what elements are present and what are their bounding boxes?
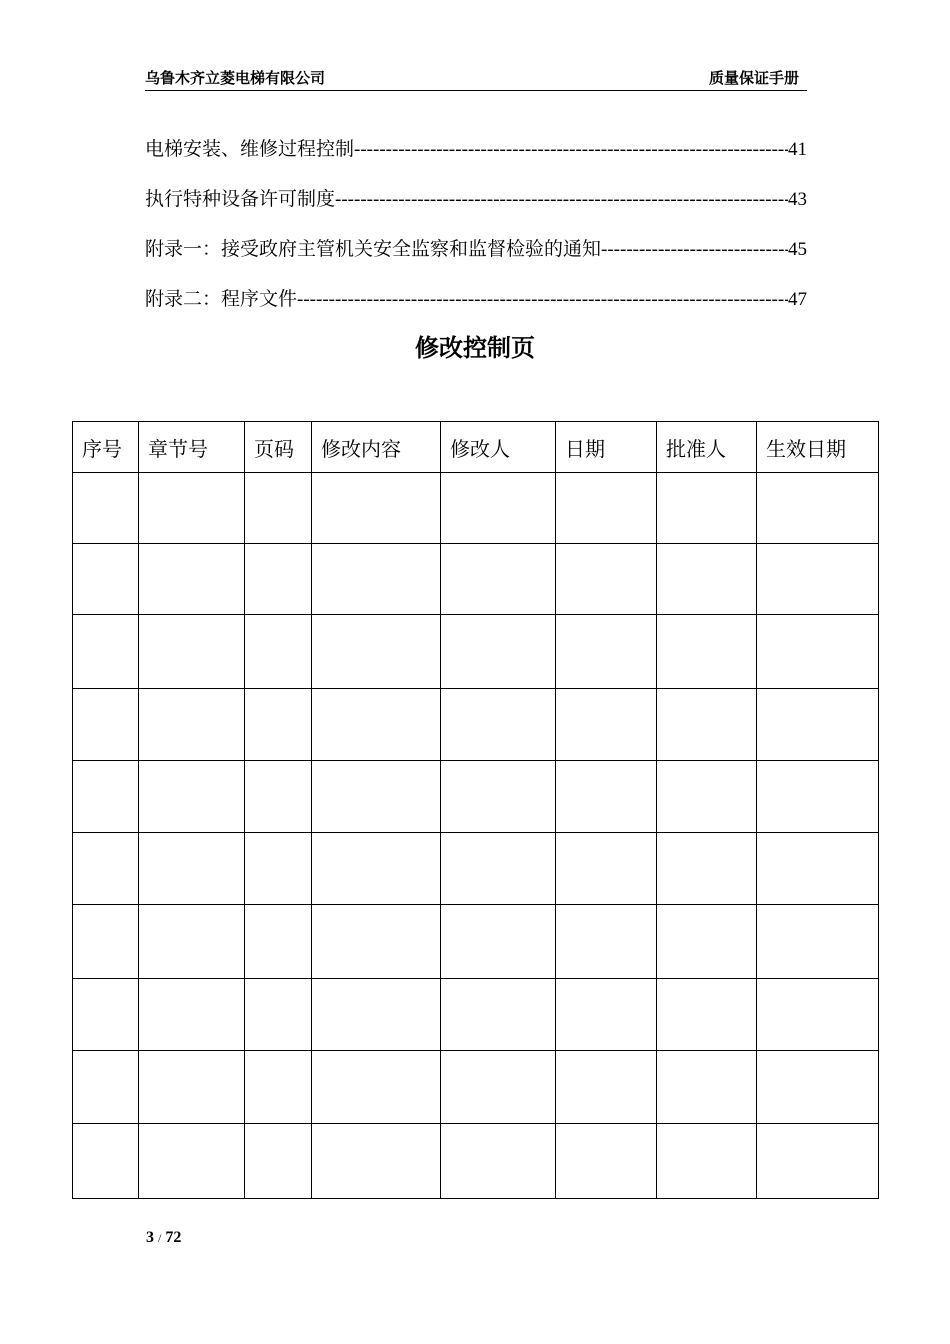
toc-entry-page: 45	[788, 239, 807, 260]
table-of-contents	[145, 137, 807, 337]
toc-entry-title: 附录一：接受政府主管机关安全监察和监督检验的通知	[145, 238, 602, 260]
table-cell[interactable]	[556, 833, 657, 905]
toc-dot-leader	[354, 138, 788, 162]
table-cell[interactable]	[312, 615, 441, 689]
table-cell[interactable]	[657, 761, 757, 833]
toc-entry-page: 47	[788, 289, 807, 310]
table-cell[interactable]	[245, 905, 312, 979]
table-cell[interactable]	[657, 1124, 757, 1199]
table-row	[73, 544, 879, 615]
table-cell[interactable]	[556, 1124, 657, 1199]
header-company-name: 乌鲁木齐立菱电梯有限公司	[145, 69, 326, 87]
table-cell[interactable]	[757, 689, 879, 761]
table-row	[73, 1051, 879, 1124]
toc-dot-leader	[601, 238, 788, 262]
table-cell[interactable]	[139, 833, 245, 905]
table-cell[interactable]	[441, 905, 556, 979]
table-cell[interactable]	[312, 1051, 441, 1124]
page-header	[145, 68, 807, 91]
toc-dot-leader	[297, 288, 788, 312]
column-header-change-content: 修改内容	[312, 422, 441, 473]
table-row	[73, 615, 879, 689]
table-row	[73, 833, 879, 905]
table-cell[interactable]	[139, 905, 245, 979]
table-cell[interactable]	[556, 689, 657, 761]
table-cell[interactable]	[245, 544, 312, 615]
table-cell[interactable]	[441, 544, 556, 615]
toc-entry[interactable]	[145, 137, 807, 187]
table-cell[interactable]	[245, 689, 312, 761]
table-cell[interactable]	[441, 1124, 556, 1199]
table-cell[interactable]	[139, 689, 245, 761]
table-cell[interactable]	[556, 473, 657, 544]
table-cell[interactable]	[312, 473, 441, 544]
table-cell[interactable]	[657, 833, 757, 905]
toc-entry-title: 执行特种设备许可制度	[145, 188, 336, 210]
table-cell[interactable]	[73, 689, 139, 761]
page-separator: /	[158, 1231, 162, 1245]
current-page: 3	[146, 1229, 154, 1246]
table-cell[interactable]	[441, 615, 556, 689]
table-cell[interactable]	[245, 833, 312, 905]
table-cell[interactable]	[139, 761, 245, 833]
table-cell[interactable]	[245, 979, 312, 1051]
table-cell[interactable]	[245, 615, 312, 689]
table-cell[interactable]	[657, 473, 757, 544]
toc-entry[interactable]	[145, 237, 807, 287]
table-cell[interactable]	[312, 905, 441, 979]
header-manual-title: 质量保证手册	[708, 69, 799, 87]
toc-dot-leader	[335, 188, 788, 212]
table-cell[interactable]	[245, 761, 312, 833]
table-cell[interactable]	[312, 544, 441, 615]
table-cell[interactable]	[441, 1051, 556, 1124]
table-cell[interactable]	[73, 979, 139, 1051]
table-row	[73, 761, 879, 833]
table-cell[interactable]	[757, 905, 879, 979]
table-cell[interactable]	[757, 979, 879, 1051]
table-row	[73, 473, 879, 544]
table-cell[interactable]	[139, 1051, 245, 1124]
table-cell[interactable]	[139, 1124, 245, 1199]
table-cell[interactable]	[312, 689, 441, 761]
table-cell[interactable]	[757, 615, 879, 689]
table-cell[interactable]	[441, 833, 556, 905]
table-cell[interactable]	[556, 905, 657, 979]
table-cell[interactable]	[757, 1051, 879, 1124]
table-cell[interactable]	[441, 761, 556, 833]
toc-entry-page: 43	[788, 189, 807, 210]
table-cell[interactable]	[757, 473, 879, 544]
table-cell[interactable]	[657, 905, 757, 979]
table-cell[interactable]	[139, 473, 245, 544]
column-header-page-no: 页码	[245, 422, 312, 473]
column-header-approved-by: 批准人	[657, 422, 757, 473]
table-cell[interactable]	[245, 1051, 312, 1124]
table-cell[interactable]	[139, 615, 245, 689]
table-cell[interactable]	[312, 1124, 441, 1199]
table-cell[interactable]	[556, 1051, 657, 1124]
column-header-date: 日期	[556, 422, 657, 473]
table-cell[interactable]	[657, 689, 757, 761]
table-body	[73, 473, 879, 1199]
table-cell[interactable]	[657, 1051, 757, 1124]
column-header-serial-no: 序号	[73, 422, 139, 473]
revision-control-title: 修改控制页	[415, 334, 535, 362]
page-number	[146, 1228, 181, 1248]
table-cell[interactable]	[556, 761, 657, 833]
table-row	[73, 905, 879, 979]
toc-entry[interactable]	[145, 287, 807, 337]
table-cell[interactable]	[73, 761, 139, 833]
column-header-chapter-no: 章节号	[139, 422, 245, 473]
table-cell[interactable]	[73, 473, 139, 544]
revision-control-table	[72, 421, 879, 1199]
table-cell[interactable]	[657, 615, 757, 689]
table-row	[73, 1124, 879, 1199]
table-cell[interactable]	[73, 1124, 139, 1199]
table-cell[interactable]	[312, 979, 441, 1051]
table-cell[interactable]	[441, 979, 556, 1051]
toc-entry-page: 41	[788, 139, 807, 160]
table-cell[interactable]	[757, 544, 879, 615]
table-cell[interactable]	[757, 761, 879, 833]
table-cell[interactable]	[245, 473, 312, 544]
table-row	[73, 979, 879, 1051]
table-cell[interactable]	[441, 689, 556, 761]
table-header-row	[73, 422, 879, 473]
table-cell[interactable]	[139, 979, 245, 1051]
column-header-modified-by: 修改人	[441, 422, 556, 473]
table-cell[interactable]	[657, 544, 757, 615]
table-cell[interactable]	[657, 979, 757, 1051]
table-cell[interactable]	[556, 615, 657, 689]
table-cell[interactable]	[556, 979, 657, 1051]
table-cell[interactable]	[556, 544, 657, 615]
toc-entry-title: 附录二：程序文件	[145, 288, 298, 310]
table-cell[interactable]	[757, 833, 879, 905]
table-row	[73, 689, 879, 761]
table-cell[interactable]	[312, 761, 441, 833]
table-cell[interactable]	[73, 833, 139, 905]
toc-entry[interactable]	[145, 187, 807, 237]
column-header-effective-date: 生效日期	[757, 422, 879, 473]
table-cell[interactable]	[73, 544, 139, 615]
total-pages: 72	[165, 1229, 182, 1246]
table-cell[interactable]	[312, 833, 441, 905]
table-cell[interactable]	[73, 905, 139, 979]
table-cell[interactable]	[73, 1051, 139, 1124]
table-cell[interactable]	[441, 473, 556, 544]
table-cell[interactable]	[73, 615, 139, 689]
table-cell[interactable]	[757, 1124, 879, 1199]
table-cell[interactable]	[245, 1124, 312, 1199]
toc-entry-title: 电梯安装、维修过程控制	[145, 138, 355, 160]
table-cell[interactable]	[139, 544, 245, 615]
